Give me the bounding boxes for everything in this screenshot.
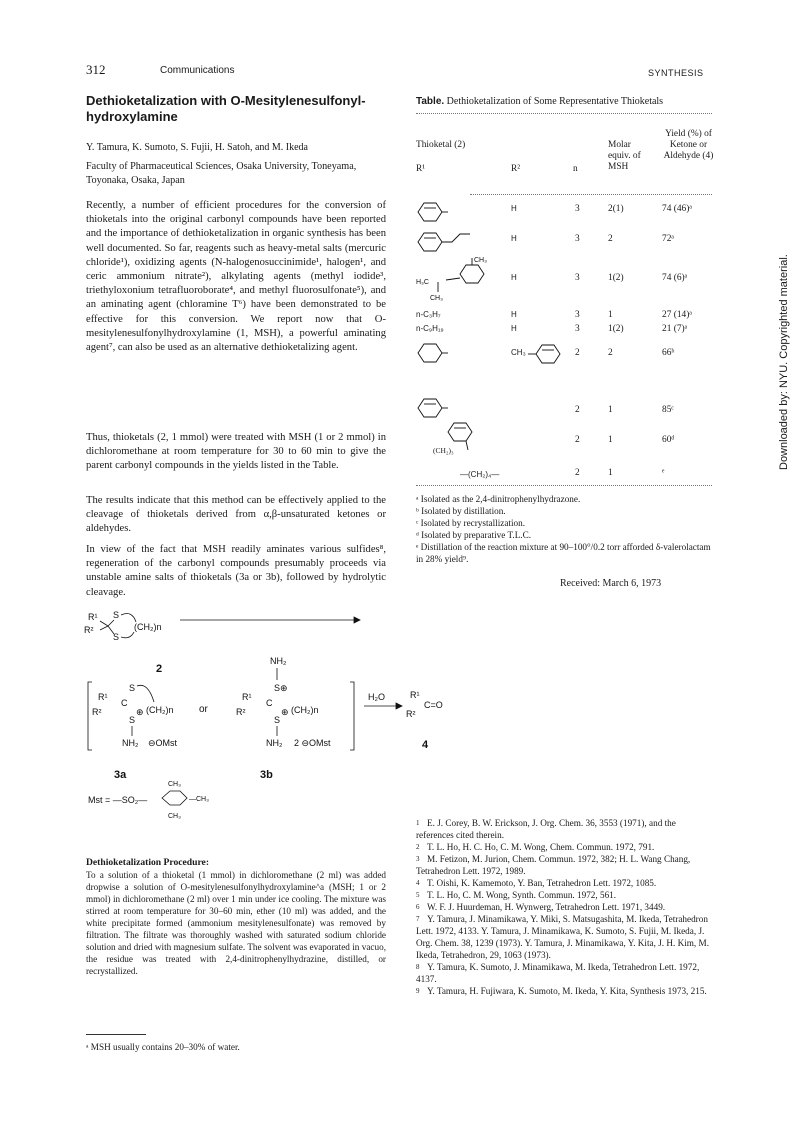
svg-text:NH₂: NH₂: [270, 656, 287, 666]
svg-text:R²: R²: [406, 709, 416, 719]
row-1-mol: 2(1): [608, 204, 624, 214]
svg-text:CH₃: CH₃: [168, 813, 181, 820]
benzo-structure: [446, 422, 506, 460]
table-footnote-b: ᵇ Isolated by distillation.: [416, 506, 506, 516]
th-r1: R¹: [416, 164, 426, 174]
svg-text:3a: 3a: [114, 769, 127, 781]
procedure-text: To a solution of a thioketal (1 mmol) in dichloromethane (2 ml) was added dropwise a solution of O-mesitylenesulfonylhydroxylamine^a (MSH; 1 or 2 mmol) in dichloromethane (2 ml) over 1 min under ice cooling. The mixture was stirred at room temperature for 30–60 min, ether (10 ml) was added, and the white precipitate formed (ammonium mesitylenesulfonate) was removed by filtration. The filtrate was thoroughly washed with saturated sodium chloride solution and dried with magnesium sulfate. The solvent was evaporated in vacuo, the residue was treated with 2,4-dinitrophenylhydrazine, distilled, or recrystallized.: [86, 870, 386, 976]
reference-5: 5 T. L. Ho, C. M. Wong, Synth. Commun. 1972, 561.: [416, 890, 617, 900]
svg-text:C: C: [121, 698, 128, 708]
row-1-n: 3: [575, 204, 580, 214]
svg-text:CH₃: CH₃: [430, 295, 443, 302]
svg-text:⊖OMst: ⊖OMst: [148, 738, 178, 748]
svg-text:H₂O: H₂O: [368, 692, 385, 702]
svg-text:3b: 3b: [260, 769, 273, 781]
row-1-r2: H: [511, 204, 517, 213]
row-4-n: 3: [575, 310, 580, 320]
svg-text:S: S: [274, 715, 281, 725]
r2-phenyl-structure: [528, 340, 568, 370]
table-top-rule: [416, 113, 712, 114]
svg-text:R¹: R¹: [242, 692, 252, 702]
svg-text:S: S: [129, 683, 136, 693]
paragraph-2: Thus, thioketals (2, 1 mmol) were treated with MSH (1 or 2 mmol) in dichloromethane at room temperature for 30 to 60 min to give the parent carbonyl compounds in the yields listed in the Table.: [86, 432, 386, 472]
table-caption: [416, 96, 716, 107]
reference-9: 9 Y. Tamura, H. Fujiwara, K. Sumoto, M. Ikeda, Y. Kita, Synthesis 1973, 215.: [416, 986, 707, 996]
svg-text:⊕: ⊕: [281, 707, 289, 717]
authors: Y. Tamura, K. Sumoto, S. Fujii, H. Satoh, and M. Ikeda: [86, 142, 308, 153]
svg-text:4: 4: [422, 739, 429, 751]
row-5-mol: 1(2): [608, 324, 624, 334]
svg-text:⊕: ⊕: [136, 707, 144, 717]
journal-name: SYNTHESIS: [648, 68, 704, 78]
svg-text:2: 2: [156, 663, 163, 675]
svg-text:S: S: [113, 632, 120, 642]
svg-text:(CH₂)n: (CH₂)n: [134, 622, 162, 632]
svg-text:CH₃: CH₃: [168, 781, 181, 788]
svg-text:C: C: [266, 698, 273, 708]
th-thioketal: Thioketal (2): [416, 140, 466, 150]
row-4-mol: 1: [608, 310, 613, 320]
article-title: Dethioketalization with O-Mesitylenesulfonyl-hydroxylamine: [86, 93, 366, 124]
paragraph-4: In view of the fact that MSH readily aminates various sulfides⁸, regeneration of the carbonyl compounds presumably proceeds via unstable amine salts of thioketals (3a or 3b), followed by hydrolytic cleavage.: [86, 544, 386, 598]
table-header-rule: [470, 194, 712, 195]
row-4-r1: n-C₃H₇: [416, 310, 441, 319]
row-3-n: 3: [575, 273, 580, 283]
svg-text:R¹: R¹: [88, 612, 98, 622]
row-6-mol: 2: [608, 348, 613, 358]
table-footnote-c: ᶜ Isolated by recrystallization.: [416, 518, 525, 528]
row-8-yield: 60ᵈ: [662, 435, 675, 445]
svg-text:S: S: [129, 715, 136, 725]
svg-text:2 ⊖OMst: 2 ⊖OMst: [294, 738, 331, 748]
svg-text:S: S: [113, 610, 120, 620]
row-5-n: 3: [575, 324, 580, 334]
row-2-mol: 2: [608, 234, 613, 244]
paragraph-3: The results indicate that this method can be effectively applied to the cleavage of thioketals derived from α,β-unsaturated ketones or aldehydes.: [86, 495, 386, 535]
svg-text:—CH₃: —CH₃: [189, 796, 209, 803]
row-7-mol: 1: [608, 405, 613, 415]
table-caption-text: Dethioketalization of Some Representative Thioketals: [446, 96, 664, 107]
reference-4: 4 T. Oishi, K. Kamemoto, Y. Ban, Tetrahedron Lett. 1972, 1085.: [416, 878, 657, 888]
row-4-yield: 27 (14)ᵃ: [662, 310, 692, 320]
th-molar: Molar equiv. of MSH: [608, 140, 641, 172]
svg-text:Mst = —SO₂—: Mst = —SO₂—: [88, 795, 148, 805]
row-3-r2: H: [511, 273, 517, 282]
table-footnote-e: ᵉ Distillation of the reaction mixture at 90–100°/0.2 torr afforded δ-valerolactam in 28% yield⁹.: [416, 542, 711, 564]
footnote-rule: [86, 1034, 146, 1035]
svg-text:(CH₂)n: (CH₂)n: [146, 705, 174, 715]
download-watermark: Downloaded by: NYU. Copyrighted material.: [778, 254, 790, 470]
table-footnotes: [416, 493, 712, 565]
table-label: Table.: [416, 96, 445, 107]
row-4-r2: H: [511, 310, 517, 319]
row-7-n: 2: [575, 405, 580, 415]
table-bottom-rule: [416, 485, 712, 486]
svg-text:H₃C: H₃C: [416, 279, 429, 286]
row-2-r2: H: [511, 234, 517, 243]
section-label: Communications: [160, 65, 235, 76]
received-date: Received: March 6, 1973: [560, 578, 662, 589]
svg-text:R²: R²: [92, 707, 102, 717]
r1-structures: [416, 200, 516, 440]
svg-text:R²: R²: [84, 625, 94, 635]
row-5-r1: n-C₉H₁₉: [416, 324, 444, 333]
svg-text:R¹: R¹: [410, 690, 420, 700]
row-3-yield: 74 (6)ᵃ: [662, 273, 688, 283]
svg-text:NH₂: NH₂: [266, 738, 283, 748]
row-5-r2: H: [511, 324, 517, 333]
svg-text:CH₃: CH₃: [474, 257, 487, 264]
row-1-yield: 74 (46)ᵃ: [662, 204, 692, 214]
row-7-yield: 85ᶜ: [662, 405, 674, 415]
th-yield: Yield (%) of Ketone or Aldehyde (4): [663, 129, 714, 161]
svg-text:(CH₂)n: (CH₂)n: [291, 705, 319, 715]
reference-2: 2 T. L. Ho, H. C. Ho, C. M. Wong, Chem. Commun. 1972, 791.: [416, 842, 655, 852]
row8-sub: (CH₂)₃: [433, 446, 454, 455]
references: [416, 817, 712, 997]
reference-8: 8 Y. Tamura, K. Sumoto, J. Minamikawa, M. Ikeda, Tetrahedron Lett. 1972, 4137.: [416, 962, 700, 984]
row-2-yield: 72ᵃ: [662, 234, 674, 244]
table-body: [416, 200, 716, 465]
row-9-mol: 1: [608, 468, 613, 478]
reference-3: 3 M. Fetizon, M. Jurion, Chem. Commun. 1972, 382; H. L. Wang Chang, Tetrahedron Lett. 1972, 1989.: [416, 854, 691, 876]
row-6-yield: 66ᵇ: [662, 348, 675, 358]
row-9-yield: ᵉ: [662, 468, 665, 478]
svg-text:or: or: [199, 704, 208, 715]
reference-6: 6 W. F. J. Huurdeman, H. Wynwerg, Tetrahedron Lett. 1971, 3449.: [416, 902, 666, 912]
row-5-yield: 21 (7)ᵃ: [662, 324, 688, 334]
th-r2: R²: [511, 164, 521, 174]
reference-7: 7 Y. Tamura, J. Minamikawa, Y. Miki, S. Matsugashita, M. Ikeda, Tetrahedron Lett. 1972, 4133. Y. Tamura, J. Minamikawa, K. Sumoto, S. Fujii, M. Ikeda, J. Org. Chem. 38, 1239 (1973). Y. Tamura, J. Minamikawa, Y. Kita, J. H. Kim, M. Ikeda, Tetrahedron, 29, 1063 (1973).: [416, 914, 709, 960]
procedure-title: Dethioketalization Procedure:: [86, 857, 210, 868]
page-number: 312: [86, 62, 106, 77]
table-header: [416, 120, 712, 190]
svg-text:R²: R²: [236, 707, 246, 717]
affiliation: Faculty of Pharmaceutical Sciences, Osaka University, Toneyama, Toyonaka, Osaka, Japan: [86, 161, 357, 186]
svg-text:R¹: R¹: [98, 692, 108, 702]
svg-text:S⊕: S⊕: [274, 683, 288, 693]
row-8-n: 2: [575, 435, 580, 445]
table-footnote-a: ᵃ Isolated as the 2,4-dinitrophenylhydrazone.: [416, 494, 581, 504]
reaction-scheme: [84, 600, 444, 830]
row-8-mol: 1: [608, 435, 613, 445]
svg-text:C=O: C=O: [424, 700, 443, 710]
row-6-n: 2: [575, 348, 580, 358]
table-footnote-d: ᵈ Isolated by preparative T.L.C.: [416, 530, 532, 540]
row-9-n: 2: [575, 468, 580, 478]
row-9-r1: —(CH₂)₄—: [460, 470, 500, 479]
reference-1: 1 E. J. Corey, B. W. Erickson, J. Org. Chem. 36, 3553 (1971), and the references cited therein.: [416, 818, 676, 840]
row-3-mol: 1(2): [608, 273, 624, 283]
footnote-a: ᵃ MSH usually contains 20–30% of water.: [86, 1042, 240, 1052]
row-6-r2: CH₃: [511, 348, 526, 357]
paragraph-1: Recently, a number of efficient procedures for the conversion of thioketals into the original carbonyl compounds have been reported and the importance of dethioketalization in organic synthesis has been well documented. So far, reagents such as heavy-metal salts (mercuric chloride¹), oxidizing agents (N-halogenosuccinimide¹, halogen¹, and ceric ammonium nitrate²), alkylating agents (methyl iodide³, triethyloxonium tetrafluoroborate⁴, and methyl fluorosulfonate⁵), and an aminating agent (chloramine T⁶) have been demonstrated to be effective for this conversion. We report now that O-mesitylenesulfonylhydroxylamine (1, MSH), a powerful aminating agent⁷, can also be used as an alternative dethioketalizing agent.: [86, 200, 386, 354]
row-2-n: 3: [575, 234, 580, 244]
svg-text:NH₂: NH₂: [122, 738, 139, 748]
th-n: n: [573, 164, 578, 174]
